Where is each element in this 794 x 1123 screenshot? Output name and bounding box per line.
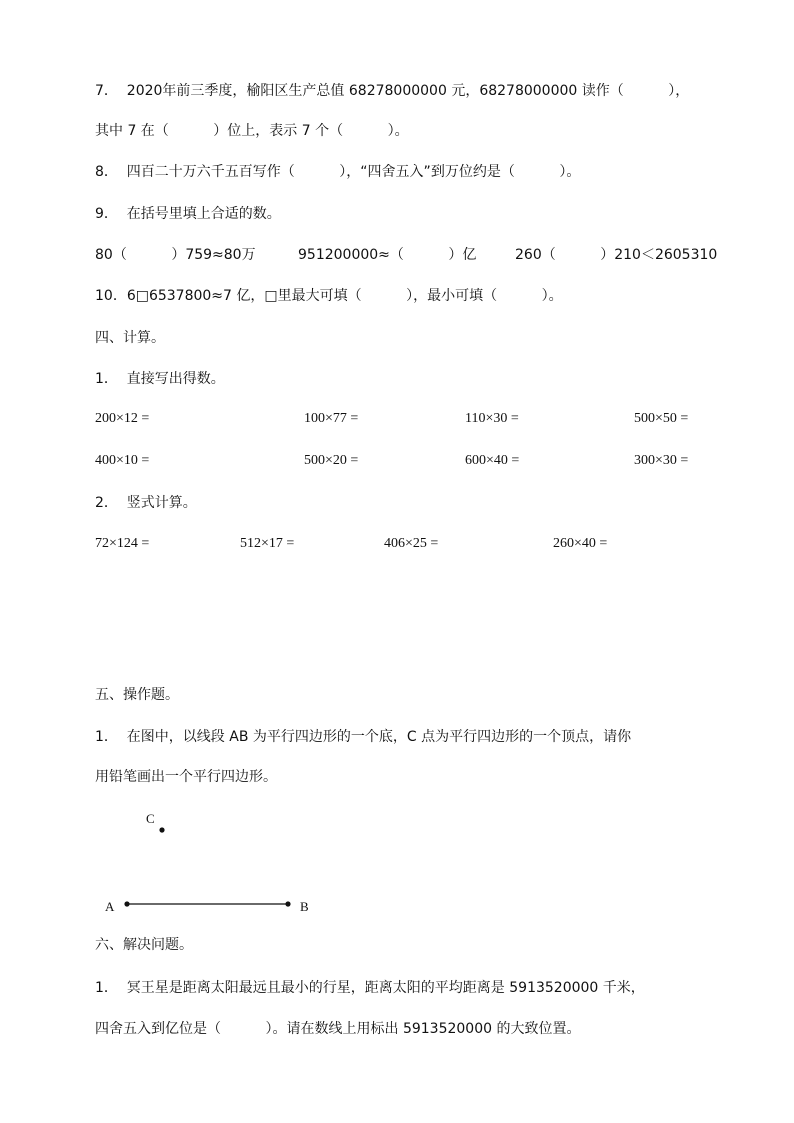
point-a-label: A (105, 899, 115, 914)
section4-sub2: 2． 竖式计算。 (95, 495, 197, 511)
calc-1-4: 500×50 = (634, 411, 689, 426)
section6-q1-line2: 四舍五入到亿位是（ ）。请在数线上用标出 5913520000 的大致位置。 (95, 1021, 581, 1037)
calc-3-1: 72×124 = (95, 536, 150, 551)
point-a-dot (124, 901, 129, 906)
q10-line1: 10．6□6537800≈7 亿，□里最大可填（ ），最小可填（ ）。 (95, 288, 563, 304)
calc-2-3: 600×40 = (465, 453, 520, 468)
calc-3-2: 512×17 = (240, 536, 295, 551)
section5-q1-line2: 用铅笔画出一个平行四边形。 (95, 769, 277, 785)
q7-line1: 7． 2020年前三季度，榆阳区生产总值 68278000000 元，68278000000 读作（ ）， (95, 83, 690, 99)
calc-3-3: 406×25 = (384, 536, 439, 551)
section6-q1-line1: 1． 冥王星是距离太阳最远且最小的行星，距离太阳的平均距离是 5913520000 千米， (95, 980, 645, 996)
point-c-dot (159, 827, 164, 832)
q9-item-3: 260（ ）210＜2605310 (515, 247, 718, 263)
section6-title: 六、解决问题。 (95, 937, 193, 953)
section5-q1-line1: 1． 在图中，以线段 AB 为平行四边形的一个底，C 点为平行四边形的一个顶点，请你 (95, 729, 632, 745)
section4-title: 四、计算。 (95, 330, 165, 346)
calc-1-1: 200×12 = (95, 411, 150, 426)
point-b-dot (285, 901, 290, 906)
point-c-label: C (146, 811, 155, 826)
section5-title: 五、操作题。 (95, 687, 179, 703)
q8-line1: 8． 四百二十万六千五百写作（ ），“四舍五入”到万位约是（ ）。 (95, 164, 581, 180)
q7-line2: 其中 7 在（ ）位上，表示 7 个（ ）。 (95, 123, 409, 139)
q9-item-2: 951200000≈（ ）亿 (298, 247, 477, 263)
q9-line1: 9． 在括号里填上合适的数。 (95, 206, 281, 222)
point-b-label: B (300, 899, 309, 914)
section4-sub1: 1． 直接写出得数。 (95, 371, 225, 387)
calc-3-4: 260×40 = (553, 536, 608, 551)
calc-2-2: 500×20 = (304, 453, 359, 468)
calc-1-3: 110×30 = (465, 411, 519, 426)
calc-1-2: 100×77 = (304, 411, 359, 426)
q9-item-1: 80（ ）759≈80万 (95, 247, 256, 263)
calc-2-1: 400×10 = (95, 453, 150, 468)
calc-2-4: 300×30 = (634, 453, 689, 468)
